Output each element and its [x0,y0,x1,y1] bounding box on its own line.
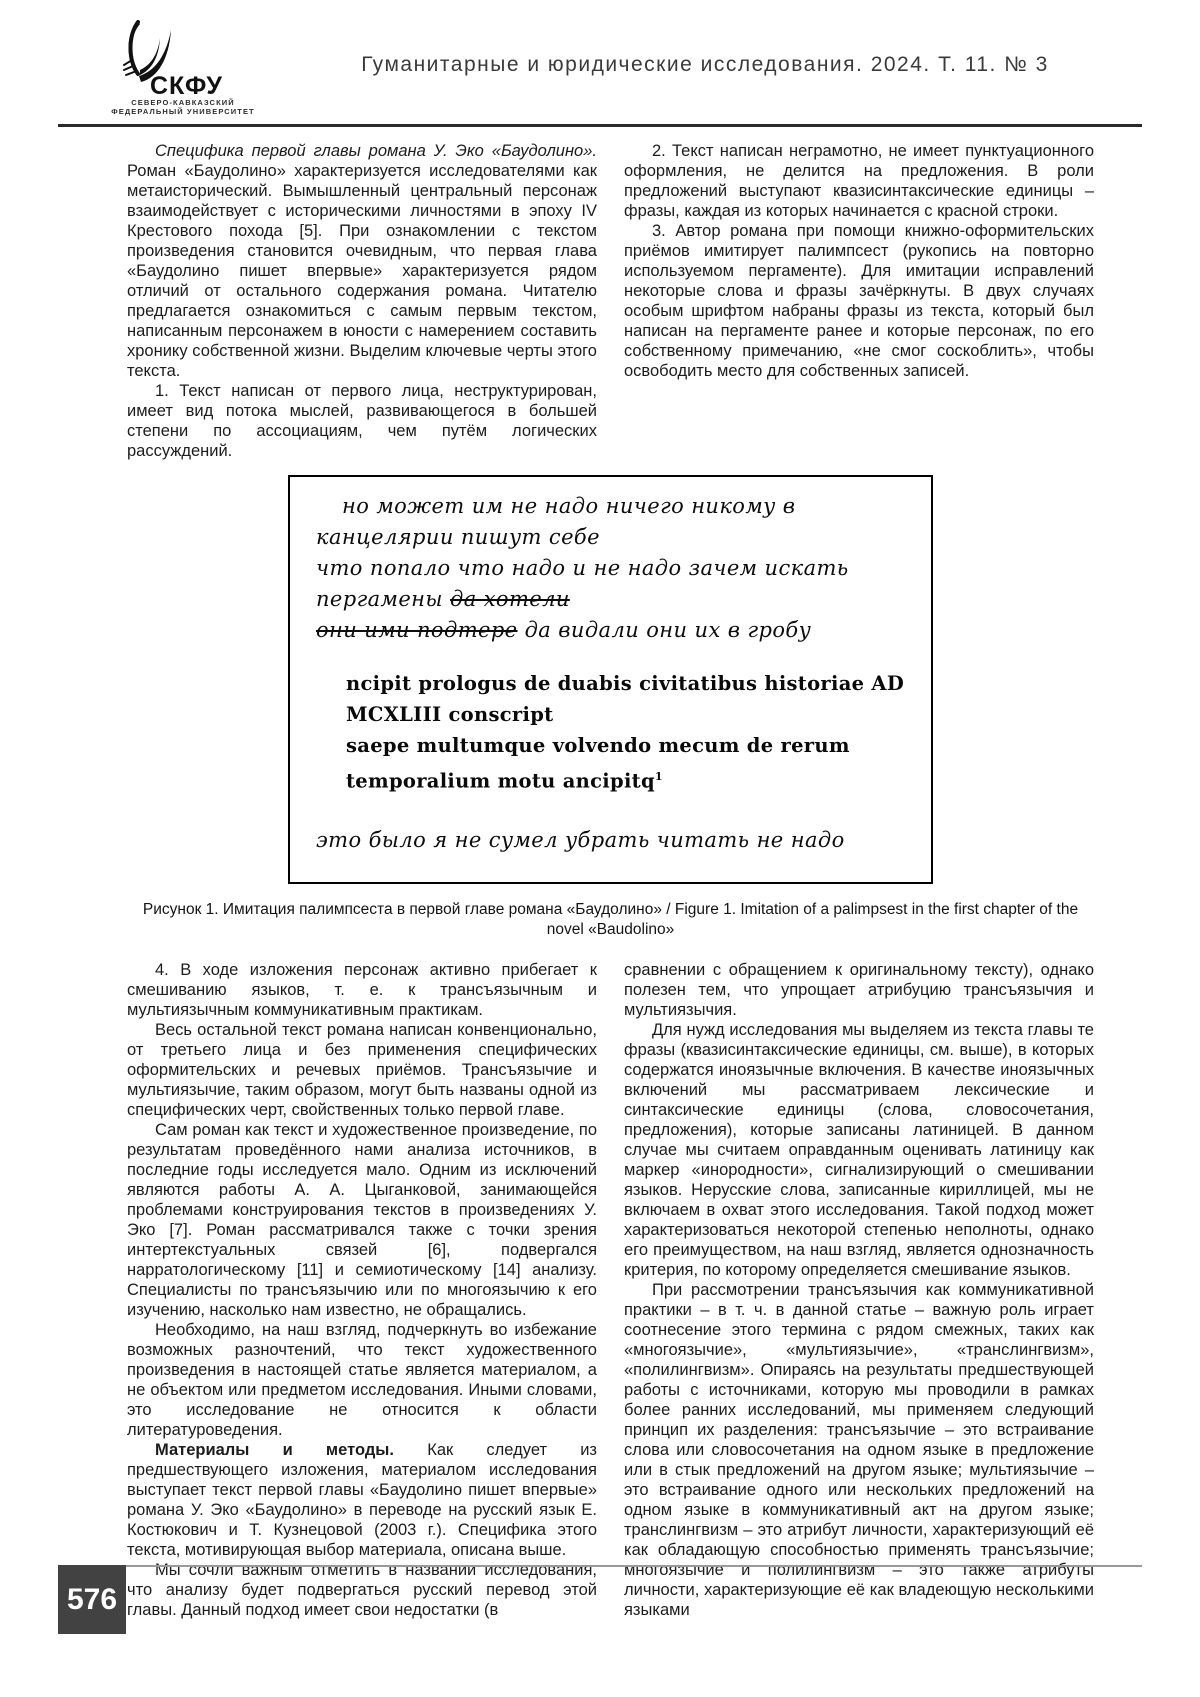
logo-org-line1: СЕВЕРО-КАВКАЗСКИЙ [131,98,235,107]
paragraph: Сам роман как текст и художественное произведение, по результатам проведённого нами анализа источников, в последние годы исследуется мало. Одним из исключений являются работы А. А. Цыганковой, занимающейся проблемами конструирования текстов в произведениях У. Эко [7]. Роман рассматривался также с точки зрения интертекстуальных связей [6], подвергался нарратологическому [11] и семиотическому [14] анализу. Специалисты по трансъязычию или по многоязычию к его изучению, насколько нам известно, не обращались. [127,1120,597,1319]
article-body [0,127,1200,1620]
figure-palimpsest [288,475,933,884]
paragraph-lead-italic: Специфика первой главы романа У. Эко «Баудолино». [155,142,597,160]
paragraph: Мы сочли важным отметить в названии исследования, что анализу будет подвергаться русский перевод этой главы. Данный подход имеет свои недостатки (в [127,1560,597,1619]
column-right-bottom [624,960,1094,1620]
paragraph-lead-bold: Материалы и методы. [155,1440,394,1459]
column-left-top [127,141,597,461]
logo-org-line2: ФЕДЕРАЛЬНЫЙ УНИВЕРСИТЕТ [111,107,255,116]
paragraph: 3. Автор романа при помощи книжно-оформительских приёмов имитирует палимпсест (рукопись на повторно используемом пергаменте). Для имитации исправлений некоторые слова и фразы зачёркнуты. В двух случаях особым шрифтом набраны фразы из текста, который был написан на пергаменте ранее и которые персонаж, по его собственному примечанию, «не смог соскоблить», чтобы освободить место для собственных записей. [624,222,1094,380]
paragraph-text: Как следует из предшествующего изложения, материалом исследования выступает текст первой главы «Баудолино пишет впервые» романа У. Эко «Баудолино» в переводе на русский язык Е. Костюкович и Т. Кузнецовой (2003 г.). Специфика этого текста, мотивирующая выбор материала, описана выше. [127,1440,597,1559]
blackletter-text: saepe multumque volvendo mecum de rerum temporalium motu ancipitq [346,734,850,793]
page-number-badge: 576 [58,1565,126,1634]
blackletter-block [346,668,905,797]
journal-title: Гуманитарные и юридические исследования. 2024. Т. 11. № 3 [361,53,1049,76]
top-columns [127,141,1094,461]
page-header [58,0,1142,127]
script-line: но может им не надо ничего никому в канцелярии пишут себе [316,494,796,549]
logo-acronym: СКФУ [150,72,223,100]
blackletter-line [346,730,905,797]
paragraph: Необходимо, на наш взгляд, подчеркнуть во избежание возможных разночтений, что текст художественного произведения в настоящей статье является материалом, а не объектом или предметом исследования. Иными словами, это исследование не относится к области литературоведения. [127,1320,597,1439]
paragraph [127,1440,597,1560]
script-text: что попало что надо и не надо зачем искать пергамены [316,556,849,611]
figure-caption: Рисунок 1. Имитация палимпсеста в первой главе романа «Баудолино» / Figure 1. Imitation of a palimpsest in the first chapter of the novel «Baudolino» [142,900,1079,938]
paragraph: При рассмотрении трансъязычия как коммуникативной практики – в т. ч. в данной статье – важную роль играет соотнесение этого термина с рядом смежных, таких как «многоязычие», «мультиязычие», «транслингвизм», «полилингвизм». Опираясь на результаты предшествующей работы с источниками, которую мы проводили в рамках более ранних исследований, мы применяем следующий принцип их разделения: трансъязычие – это встраивание слова или словосочетания на одном языке в предложение или в стык предложений на другом языке; мультиязычие – это встраивание одного или нескольких предложений на одном языке в коммуникативный акт на другом языке; транслингвизм – это атрибут личности, характеризующий её как обладающую способностью применять трансъязычие; многоязычие и полилингвизм – это также атрибуты личности, характеризующие её как владеющую несколькими языками [624,1280,1094,1619]
strikethrough-text: да хотели [449,587,570,611]
paragraph: 4. В ходе изложения персонаж активно прибегает к смешиванию языков, т. е. к трансъязычным и мультиязычным коммуникативным практикам. [127,960,597,1019]
script-line [316,553,905,615]
paragraph [127,141,597,381]
footer-divider [126,1565,1142,1567]
paragraph: 1. Текст написан от первого лица, неструктурирован, имеет вид потока мыслей, развивающегося в большей степени по ассоциациям, чем путём логических рассуждений. [127,382,597,460]
paragraph: сравнении с обращением к оригинальному тексту), однако полезен тем, что упрощает атрибуцию трансъязычия и мультиязычия. [624,960,1094,1019]
footnote-marker: 1 [654,770,663,783]
paragraph-text: Роман «Баудолино» характеризуется исследователями как метаисторический. Вымышленный центральный персонаж взаимодействует с историческими личностями в эпоху IV Крестового похода [5]. При ознакомлении с текстом произведения становится очевидным, что первая глава «Баудолино пишет впервые» характеризуется рядом отличий от остального содержания романа. Читателю предлагается ознакомиться с самым первым текстом, написанным персонажем в юности с намерением составить хронику собственной жизни. Выделим ключевые черты этого текста. [127,162,597,380]
paragraph: Для нужд исследования мы выделяем из текста главы те фразы (квазисинтаксические единицы, см. выше), в которых содержатся иноязычные включения. В качестве иноязычных включений мы рассматриваем лексические и синтаксические единицы (слова, словосочетания, предложения), которые записаны латиницей. В данном случае мы считаем оправданным оценивать латиницу как маркер «инородности», сигнализирующий о смешивании языков. Нерусские слова, записанные кириллицей, мы не включаем в охват этого исследования. Такой подход может характеризоваться некоторой степенью неполноты, однако его преимуществом, на наш взгляд, является однозначность критерия, по которому определяется смешивание языков. [624,1020,1094,1279]
script-line: это было я не сумел убрать читать не надо [316,827,845,852]
paragraph: 2. Текст написан неграмотно, не имеет пунктуационного оформления, не делится на предложения. В роли предложений выступают квазисинтаксические единицы – фразы, каждая из которых начинается с красной строки. [624,142,1094,220]
strikethrough-text: они ими подтере [316,618,518,642]
paragraph: Весь остальной текст романа написан конвенционально, от третьего лица и без применения специфических оформительских и речевых приёмов. Трансъязычие и мультиязычие, таким образом, могут быть названы одной из специфических черт, свойственных только первой главе. [127,1020,597,1119]
script-line [316,615,905,646]
logo-org-name [98,98,268,116]
university-logo [98,20,268,116]
bottom-columns [127,960,1094,1620]
blackletter-line: ncipit prologus de duabis civitatibus historiae AD MCXLIII conscript [346,672,905,726]
column-right-top [624,141,1094,461]
script-text: да видали они их в гробу [517,618,812,642]
column-left-bottom [127,960,597,1620]
